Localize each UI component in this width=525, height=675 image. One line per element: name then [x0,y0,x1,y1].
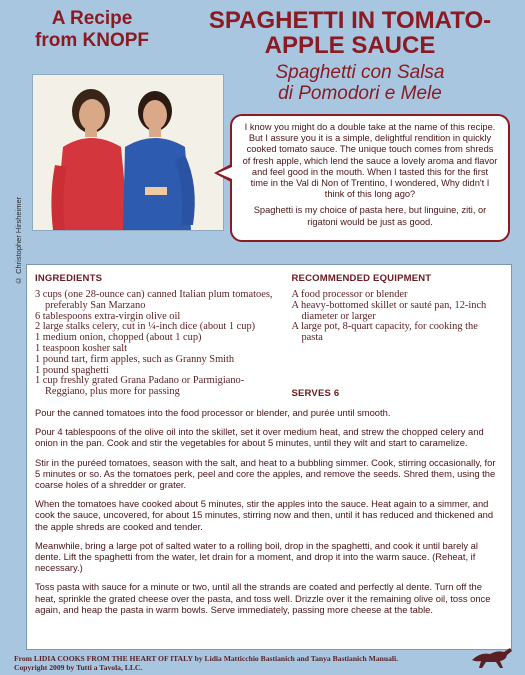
ingredient-item: 2 large stalks celery, cut in ¼-inch dice (about 1 cup) [35,321,256,333]
copyright-footer [14,654,484,672]
recipe-subtitle [210,62,510,104]
equipment-list [291,290,501,344]
equipment-item: A heavy-bottomed skillet or sauté pan, 12-inch diameter or larger [291,299,487,322]
serves-label: SERVES 6 [291,387,340,399]
method-step: Meanwhile, bring a large pot of salted water to a rolling boil, drop in the spaghetti, and cook it until barely al dente. Lift the spaghetti from the water, let drain for a moment, and drop it into the warm sauce. (Reheat, if necessary.) [35,539,478,574]
method-step: When the tomatoes have cooked about 5 minutes, stir the apples into the sauce. Heat again to a simmer, and cook the sauce, uncovered, for about 15 minutes, stirring now and then, until it has reduced and thickened and the apple shreds are cooked and tender. [35,498,494,532]
equipment-heading: RECOMMENDED EQUIPMENT [291,273,432,284]
ingredient-item: 1 cup freshly grated Grana Padano or Parmigiano-Reggiano, plus more for passing [35,375,245,398]
equipment-item: A large pot, 8-quart capacity, for cooking the pasta [291,321,478,344]
ingredient-item: 1 pound tart, firm apples, such as Granny Smith [35,353,235,365]
subtitle-line-2: di Pomodori e Mele [278,83,442,104]
footer-copyright: Copyright 2009 by Tutti a Tavola, LLC. [14,663,143,672]
ingredients-list [35,290,279,398]
footer-source: From LIDIA COOKS FROM THE HEART OF ITALY by Lidia Matticchio Bastianich and Tanya Bastianich Manuali. [14,654,398,663]
author-photo [32,74,224,231]
author-photo-illustration [33,75,223,230]
recipe-title [180,8,520,58]
method-steps [35,407,501,615]
intro-speech-bubble [230,114,510,242]
method-step: Pour the canned tomatoes into the food processor or blender, and purée until smooth. [35,406,391,418]
ingredients-heading: INGREDIENTS [35,273,103,284]
photo-credit: © Christopher Hirsheimer [14,196,23,285]
ingredients-section [35,273,279,405]
intro-paragraph-2: Spaghetti is my choice of pasta here, but linguine, ziti, or rigatoni would be just as good. [253,205,487,227]
method-step: Stir in the puréed tomatoes, season with the salt, and heat to a bubbling simmer. Cook, stirring occasionally, for 5 minutes or so. As the tomatoes perk, peel and core the apples, and remove the seeds. Shred them, using the coarse holes of a shredder or grater. [35,456,496,490]
speech-bubble-tail-fill [218,167,232,179]
title-line-1: SPAGHETTI IN TOMATO- [208,7,492,34]
borzoi-dog-icon [470,642,514,670]
ingredient-item: 1 teaspoon kosher salt [35,342,128,354]
title-line-2: APPLE SAUCE [264,32,436,59]
ingredient-item: 1 medium onion, chopped (about 1 cup) [35,332,202,344]
ingredient-item: 6 tablespoons extra-virgin olive oil [35,310,181,322]
equipment-item: A food processor or blender [291,289,408,300]
publisher-brand [32,8,152,52]
ingredient-item: 1 pound spaghetti [35,364,109,376]
equipment-section [291,273,501,405]
brand-line-1: A Recipe [51,8,133,29]
subtitle-line-1: Spaghetti con Salsa [275,62,445,83]
ingredient-item: 3 cups (one 28-ounce can) canned Italian plum tomatoes, preferably San Marzano [35,289,273,311]
intro-paragraph-1: I know you might do a double take at the name of this recipe. But I assure you it is a simple, delightful rendition in quickly cooked tomato sauce. The unique touch comes from shreds of fresh apple, which lend the sauce a lovely aroma and flavor and feel good in the mouth. When I tasted this for the first time in the Val di Non of Trentino, I wondered, Why didn't I think of this long ago? [242,122,498,200]
brand-line-2: from KNOPF [35,30,149,51]
method-step: Toss pasta with sauce for a minute or two, until all the strands are coated and perfectly al dente. Turn off the heat, sprinkle the grated cheese over the pasta, and toss well. Drizzle over it the remaining olive oil, toss once again, and heap the pasta in warm bowls. Serve immediately, passing more cheese at the table. [35,581,491,615]
recipe-card [26,264,512,650]
method-step: Pour 4 tablespoons of the olive oil into the skillet, set it over medium heat, and strew the chopped celery and onion in the pan. Cook and stir the vegetables for about 5 minutes, until they wilt and start to caramelize. [35,426,484,449]
